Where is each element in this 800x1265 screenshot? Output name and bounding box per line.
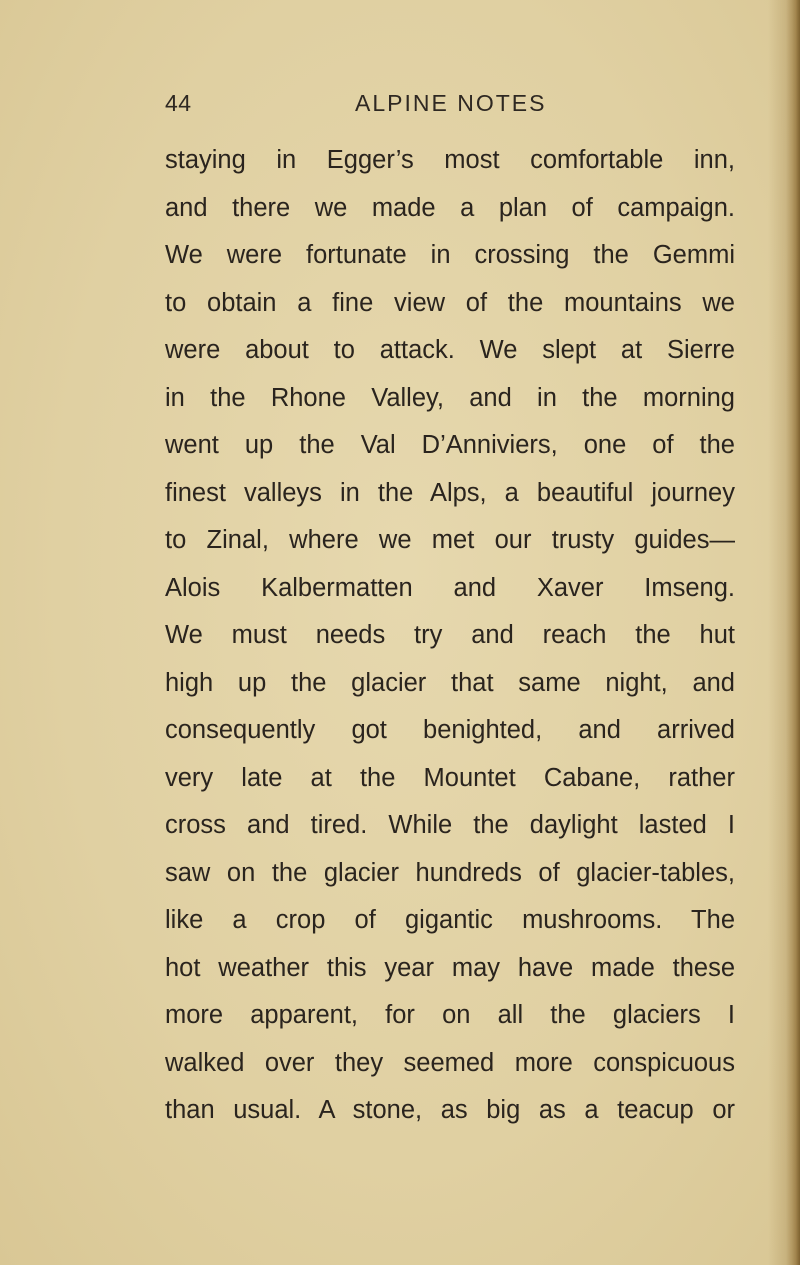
page-number: 44	[165, 90, 192, 116]
text-line: cross and tired. While the daylight lasted I	[165, 811, 735, 839]
text-line: Alois Kalbermatten and Xaver Imseng.	[165, 573, 735, 602]
text-line: We were fortunate in crossing the Gemmi	[165, 241, 735, 269]
text-line: hot weather this year may have made these	[165, 953, 735, 982]
body-text	[165, 137, 735, 1135]
text-line: and there we made a plan of campaign.	[165, 193, 735, 222]
text-line: to obtain a fine view of the mountains we	[165, 288, 735, 317]
text-line: to Zinal, where we met our trusty guides—	[165, 526, 735, 554]
text-line: in the Rhone Valley, and in the morning	[165, 383, 735, 412]
text-line: like a crop of gigantic mushrooms. The	[165, 906, 735, 934]
page-edge-shadow	[786, 0, 800, 1265]
text-line: walked over they seemed more conspicuous	[165, 1048, 735, 1077]
text-line: We must needs try and reach the hut	[165, 621, 735, 649]
text-line: very late at the Mountet Cabane, rather	[165, 763, 735, 792]
text-line: went up the Val D’Anniviers, one of the	[165, 431, 735, 459]
text-line: more apparent, for on all the glaciers I	[165, 1001, 735, 1029]
running-title: ALPINE NOTES	[355, 90, 547, 116]
text-line: were about to attack. We slept at Sierre	[165, 336, 735, 364]
text-line: saw on the glacier hundreds of glacier-tables,	[165, 858, 735, 887]
text-line: consequently got benighted, and arrived	[165, 716, 735, 744]
text-line: finest valleys in the Alps, a beautiful journey	[165, 478, 735, 507]
text-line: staying in Egger’s most comfortable inn,	[165, 146, 735, 174]
text-line: high up the glacier that same night, and	[165, 668, 735, 697]
running-head	[165, 90, 735, 130]
text-line: than usual. A stone, as big as a teacup or	[165, 1096, 735, 1124]
